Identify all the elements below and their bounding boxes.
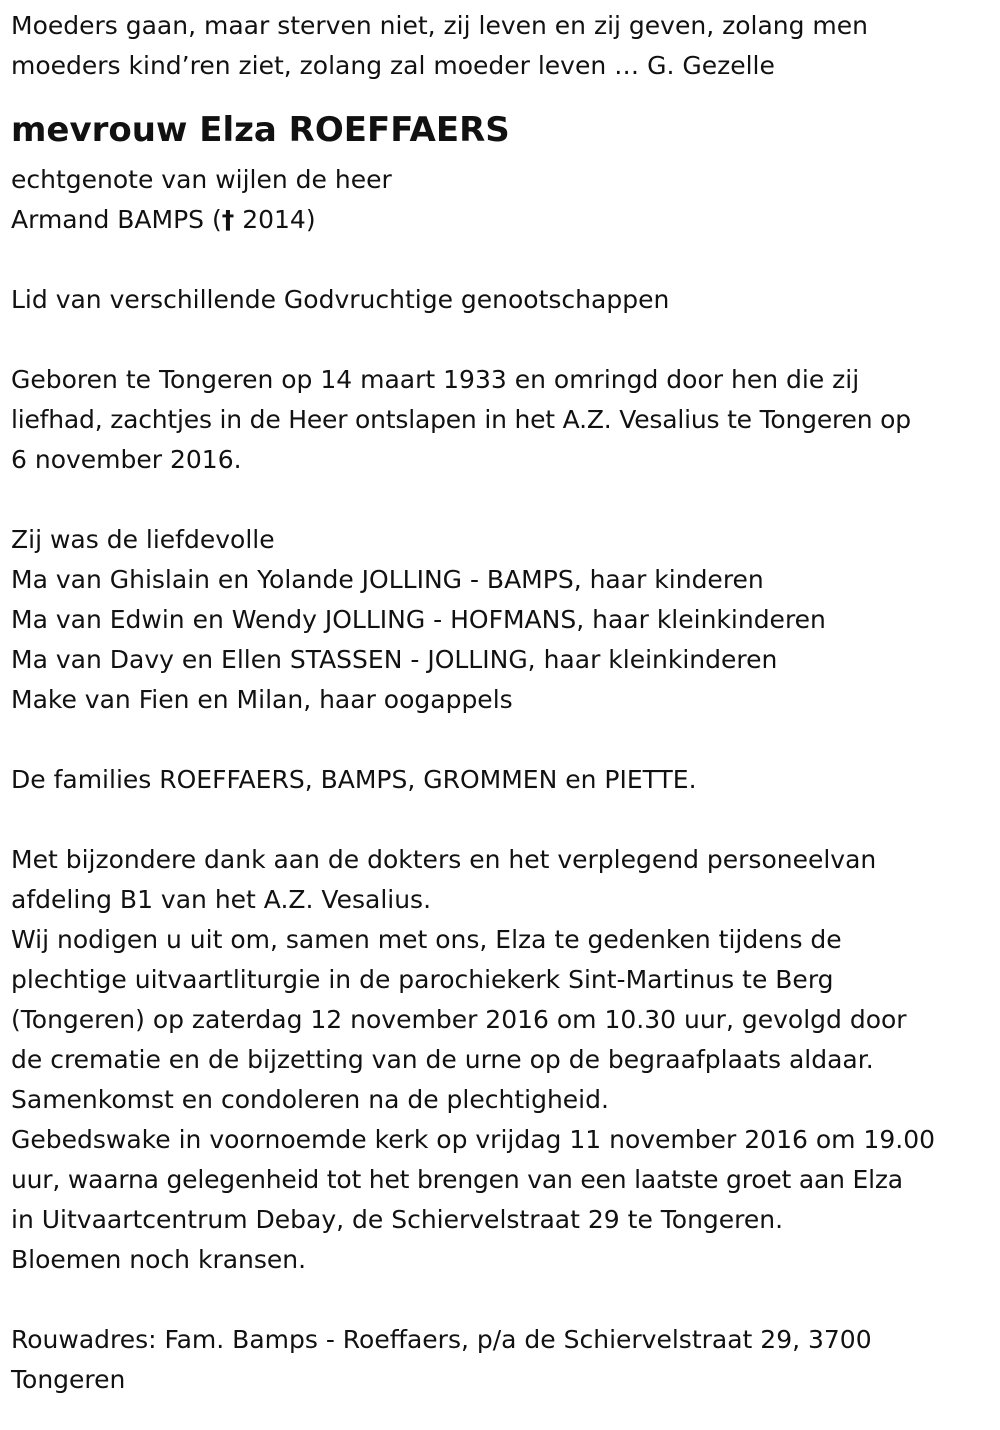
spouse-death-year: 2014) [234,205,316,234]
family-line: Ma van Edwin en Wendy JOLLING - HOFMANS, haar kleinkinderen [11,605,826,634]
spacer [11,800,991,840]
family-line: Ma van Ghislain en Yolande JOLLING - BAMPS, haar kinderen [11,565,764,594]
family-line: Ma van Davy en Ellen STASSEN - JOLLING, haar kleinkinderen [11,645,778,674]
spouse-intro: echtgenote van wijlen de heer [11,165,392,194]
birth-death-line: Geboren te Tongeren op 14 maart 1933 en omringd door hen die zij [11,365,860,394]
ceremony-line: de crematie en de bijzetting van de urne op de begraafplaats aldaar. [11,1045,874,1074]
quote-block [11,6,991,86]
spacer [11,1280,991,1320]
cross-icon: † [221,205,235,234]
ceremony-line: afdeling B1 van het A.Z. Vesalius. [11,885,432,914]
birth-death-line: liefhad, zachtjes in de Heer ontslapen in het A.Z. Vesalius te Tongeren op [11,405,911,434]
spouse-name: Armand BAMPS ( [11,205,222,234]
ceremony-line: in Uitvaartcentrum Debay, de Schiervelstraat 29 te Tongeren. [11,1205,784,1234]
family-block [11,520,991,720]
spouse-line [11,200,991,240]
ceremony-line: Bloemen noch kransen. [11,1245,307,1274]
membership-text: Lid van verschillende Godvruchtige genootschappen [11,285,670,314]
address-line: Rouwadres: Fam. Bamps - Roeffaers, p/a de Schiervelstraat 29, 3700 [11,1325,872,1354]
quote-line: moeders kind’ren ziet, zolang zal moeder leven … G. Gezelle [11,51,775,80]
spacer [11,720,991,760]
ceremony-line: Gebedswake in voornoemde kerk op vrijdag 11 november 2016 om 19.00 [11,1125,935,1154]
spacer [11,320,991,360]
quote-line: Moeders gaan, maar sterven niet, zij leven en zij geven, zolang men [11,11,869,40]
address-block [11,1320,991,1400]
family-line: Make van Fien en Milan, haar oogappels [11,685,513,714]
ceremony-line: Met bijzondere dank aan de dokters en het verplegend personeelvan [11,845,877,874]
obituary-notice [11,6,991,1400]
ceremony-line: Wij nodigen u uit om, samen met ons, Elza te gedenken tijdens de [11,925,842,954]
spacer [11,480,991,520]
ceremony-line: plechtige uitvaartliturgie in de parochiekerk Sint-Martinus te Berg [11,965,834,994]
ceremony-line: Samenkomst en condoleren na de plechtigheid. [11,1085,609,1114]
ceremony-line: uur, waarna gelegenheid tot het brengen van een laatste groet aan Elza [11,1165,903,1194]
spacer [11,240,991,280]
ceremony-block [11,840,991,1280]
families-line: De families ROEFFAERS, BAMPS, GROMMEN en PIETTE. [11,765,697,794]
birth-death-line: 6 november 2016. [11,445,242,474]
family-intro: Zij was de liefdevolle [11,525,275,554]
deceased-name: mevrouw Elza ROEFFAERS [11,110,510,150]
birth-death-block [11,360,991,480]
ceremony-line: (Tongeren) op zaterdag 12 november 2016 om 10.30 uur, gevolgd door [11,1005,907,1034]
address-line: Tongeren [11,1365,126,1394]
